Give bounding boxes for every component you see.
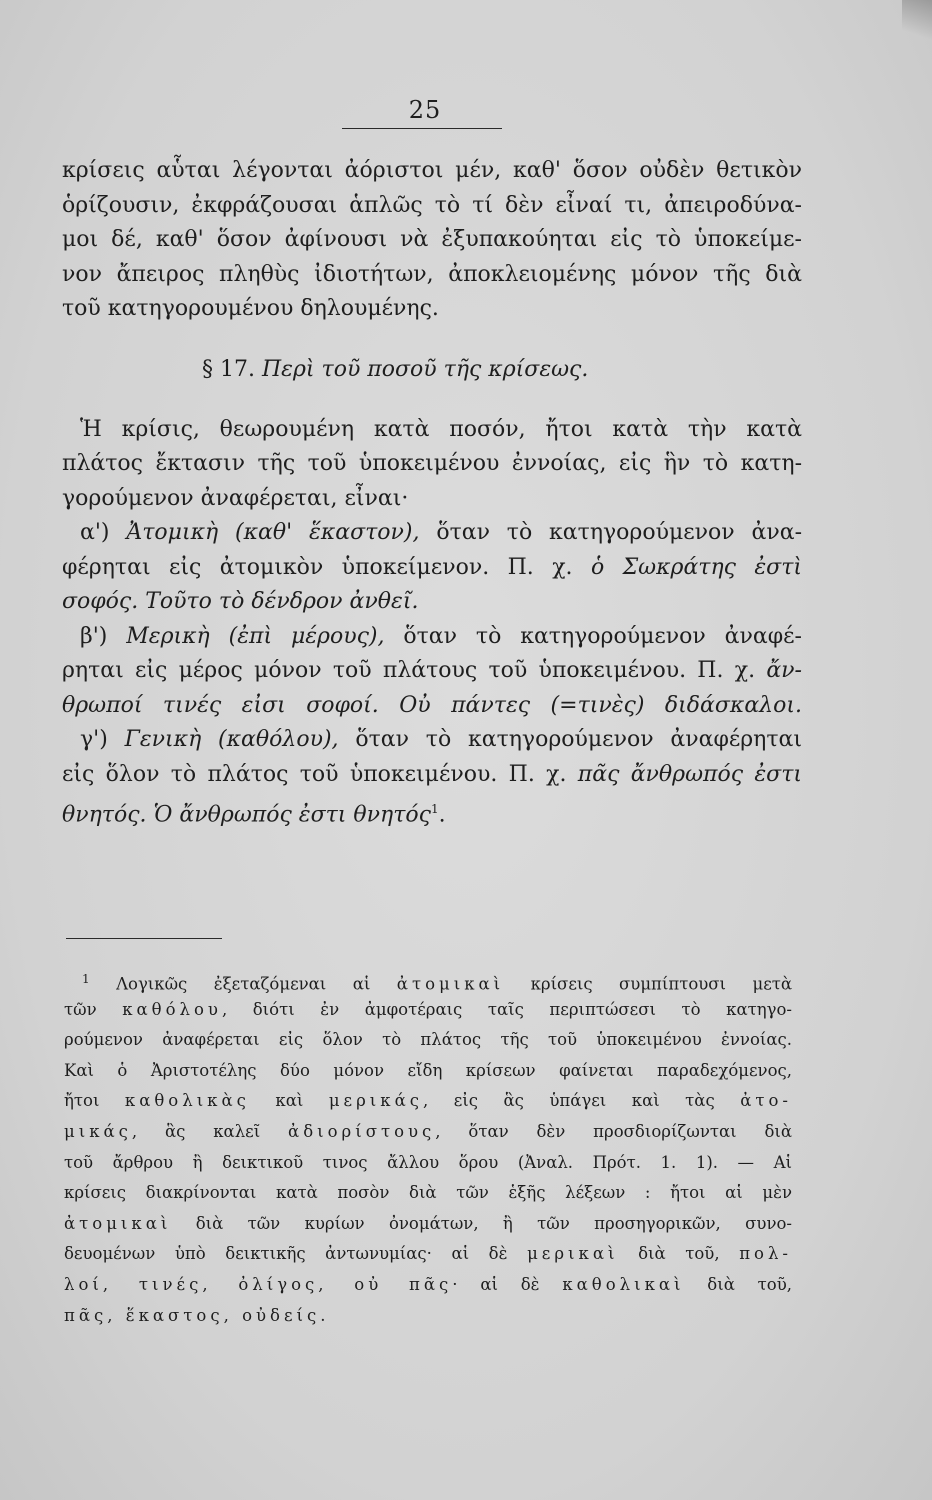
footnote-spaced-term: μερικαὶ [527, 1244, 619, 1264]
page-corner-shadow [902, 0, 932, 40]
footnote-spaced-term: ἀτομικαὶ [64, 1213, 172, 1233]
footnote-line [64, 1209, 792, 1240]
footnote-text: · αἱ δὲ [452, 1274, 563, 1294]
footnote-spaced-term: πᾶς, ἕκαστος, οὐδείς [64, 1305, 321, 1325]
footnote-spaced-term: καθολικὰς [124, 1091, 250, 1111]
list-item-a [62, 516, 802, 620]
footnote-spaced-term: πολ- [739, 1244, 792, 1264]
footnote-spaced-term: ἀτομικαὶ [396, 974, 505, 994]
item-term: Ἀτομικὴ (καθ' ἕκαστον), [126, 520, 420, 545]
footnote-line [64, 1301, 792, 1332]
section-heading [62, 353, 802, 387]
footnote-text: , ὅταν δὲν προσδιορίζωνται διὰ [435, 1121, 793, 1141]
item-marker: β') [80, 623, 108, 649]
footnote-spaced-term: ἀδιορίστους [288, 1121, 436, 1141]
footnote-spaced-term: ἀτο- [740, 1091, 792, 1111]
list-item-b [62, 620, 802, 724]
text-line [62, 551, 802, 586]
item-marker: γ') [80, 727, 108, 752]
footnote-text: διὰ τοῦ, [684, 1274, 792, 1294]
footnote-text: , ἃς καλεῖ [131, 1121, 289, 1141]
item-example: ὁ Σωκράτης ἐστὶ [590, 554, 802, 580]
footnote-line: τοῦ ἄρθρου ἢ δεικτικοῦ τινος ἄλλου ὅρου (Ἀναλ. Πρότ. 1. 1). — Αἱ [64, 1152, 792, 1172]
footnote-marker: 1 [82, 972, 90, 986]
body-text [62, 154, 802, 827]
item-example: πᾶς ἄνθρωπός ἐστι [577, 761, 802, 787]
text-line [62, 654, 802, 689]
text-line: κρίσεις αὗται λέγονται ἀόριστοι μέν, καθ' ὅσον οὐδὲν θετικὸν [62, 158, 802, 183]
item-text: ὅταν τὸ κατηγορούμενον ἀναφέρηται [355, 727, 803, 752]
text-line: νον ἄπειρος πληθὺς ἰδιοτήτων, ἀποκλειομένης μόνον τῆς διὰ [62, 261, 802, 287]
footnote-text: διὰ τοῦ, [618, 1244, 740, 1264]
text-line [62, 620, 802, 655]
footnote-line: κρίσεις διακρίνονται κατὰ ποσὸν διὰ τῶν ἑξῆς λέξεων : ἤτοι αἱ μὲν [64, 1183, 792, 1203]
footnote-line [64, 1117, 792, 1148]
footnote-text: ἤτοι [64, 1091, 125, 1111]
section-number: § 17. [202, 356, 255, 382]
footnote-spaced-term: μερικάς [328, 1091, 423, 1111]
item-example: θνητός. Ὁ ἄνθρωπός ἐστι θνητός [62, 802, 431, 828]
item-text: . [438, 802, 446, 828]
footnote-spaced-term: λοί, τινές, ὀλίγος, οὐ πᾶς [64, 1274, 453, 1294]
footnote-text: Λογικῶς ἐξεταζόμεναι αἱ [116, 974, 397, 994]
item-text: εἰς ὅλον τὸ πλάτος τοῦ ὑποκειμένου. Π. χ. [62, 761, 567, 787]
footnote-text: δευομένων ὑπὸ δεικτικῆς ἀντωνυμίας· αἱ δὲ [64, 1244, 528, 1264]
footnote-text: καὶ [249, 1091, 329, 1111]
item-term: Μερικὴ (ἐπὶ μέρους), [126, 623, 385, 649]
text-line: θρωποί τινές εἰσι σοφοί. Οὐ πάντες (=τινὲς) διδάσκαλοι. [62, 692, 802, 718]
text-line [62, 723, 802, 758]
footnote-spaced-term: μικάς [64, 1121, 132, 1141]
item-example: ἄν- [766, 658, 802, 683]
footnote-line [64, 964, 792, 995]
footnote-text: διὰ τῶν κυρίων ὀνομάτων, ἢ τῶν προσηγορικῶν, συνο- [171, 1213, 792, 1233]
footnote-text: κρίσεις συμπίπτουσι μετὰ [504, 974, 793, 994]
text-line [62, 516, 802, 551]
text-line [62, 792, 802, 827]
footnote-rule [66, 938, 222, 939]
item-term: Γενικὴ (καθόλου), [124, 727, 339, 752]
footnote-line [64, 1086, 792, 1117]
item-marker: α') [80, 520, 110, 545]
footnote-line [64, 1239, 792, 1270]
section-title: Περὶ τοῦ ποσοῦ τῆς κρίσεως. [261, 356, 589, 382]
footnote-spaced-term: καθόλου [122, 999, 222, 1019]
text-line: πλάτος ἔκτασιν τῆς τοῦ ὑποκειμένου ἐννοίας, εἰς ἣν τὸ κατη- [62, 451, 802, 476]
text-line: γορούμενον ἀναφέρεται, εἶναι· [62, 485, 409, 511]
text-line: ὁρίζουσιν, ἐκφράζουσαι ἁπλῶς τὸ τί δὲν εἶναί τι, ἀπειροδύνα- [62, 192, 802, 218]
item-text: ὅταν τὸ κατηγορούμενον ἀναφέ- [403, 623, 802, 649]
footnote-text: . [320, 1305, 326, 1325]
footnote-line: Καὶ ὁ Ἀριστοτέλης δύο μόνον εἴδη κρίσεων φαίνεται παραδεχόμενος, [64, 1060, 792, 1080]
footnote-line: ρούμενον ἀναφέρεται εἰς ὅλον τὸ πλάτος τῆς τοῦ ὑποκειμένου ἐννοίας. [64, 1030, 792, 1050]
header-rule [342, 128, 502, 129]
item-text: ὅταν τὸ κατηγορούμενον ἀνα- [436, 520, 803, 545]
text-line: τοῦ κατηγορουμένου δηλουμένης. [62, 296, 439, 321]
text-line [62, 758, 802, 793]
item-text: φέρηται εἰς ἀτομικὸν ὑποκείμενον. Π. χ. [62, 554, 573, 580]
footnote-line [64, 995, 792, 1026]
footnote-text: , διότι ἐν ἀμφοτέραις ταῖς περιπτώσεσι τὸ κατηγο- [221, 999, 792, 1019]
footnote-spaced-term: καθολικαὶ [562, 1274, 685, 1294]
page-number: 25 [408, 96, 442, 124]
footnote-line [64, 1270, 792, 1301]
list-item-c [62, 723, 802, 827]
paragraph-1 [62, 154, 802, 327]
item-text: ρηται εἰς μέρος μόνον τοῦ πλάτους τοῦ ὑποκειμένου. Π. χ. [62, 658, 756, 683]
text-line: μοι δέ, καθ' ὅσον ἀφίνουσι νὰ ἐξυπακούηται εἰς τὸ ὑποκείμε- [62, 227, 802, 252]
footnote-text: , εἰς ἃς ὑπάγει καὶ τὰς [422, 1091, 741, 1111]
paragraph-2 [62, 413, 802, 517]
footnote-text: τῶν [64, 999, 123, 1019]
text-line: Ἡ κρίσις, θεωρουμένη κατὰ ποσόν, ἤτοι κατὰ τὴν κατὰ [80, 416, 802, 442]
footnote-reference[interactable]: 1 [430, 802, 439, 816]
text-line: σοφός. Τοῦτο τὸ δένδρον ἀνθεῖ. [62, 589, 419, 614]
footnote [64, 964, 792, 1331]
